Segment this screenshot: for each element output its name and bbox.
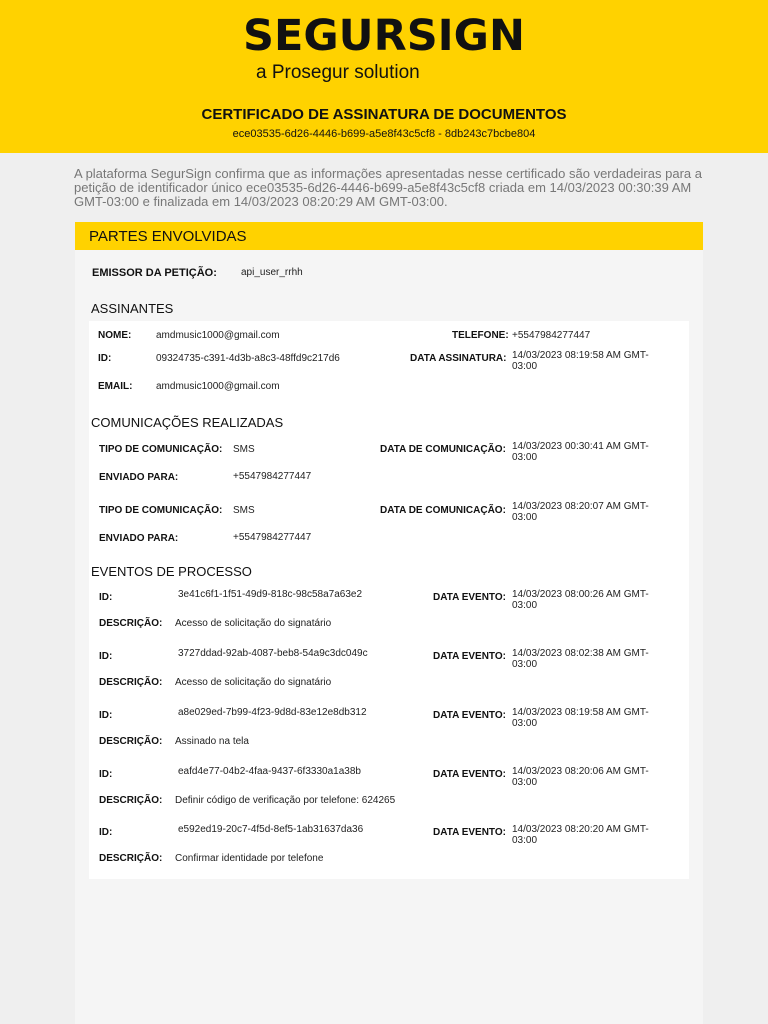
data-evento-value: 14/03/2023 08:20:06 AM GMT-03:00 [512,766,649,788]
emissor-value: api_user_rrhh [241,267,303,278]
certificate-title: CERTIFICADO DE ASSINATURA DE DOCUMENTOS [201,106,567,123]
descricao-label: DESCRIÇÃO: [99,618,163,629]
enviado-para-value: +5547984277447 [233,471,312,482]
data-evento-value: 14/03/2023 08:20:20 AM GMT-03:00 [512,824,649,846]
data-assinatura-label: DATA ASSINATURA: [410,353,507,364]
data-evento-value: 14/03/2023 08:19:58 AM GMT-03:00 [512,707,649,729]
brand-tagline: a Prosegur solution [256,62,420,83]
data-comunicacao-value: 14/03/2023 08:20:07 AM GMT-03:00 [512,501,649,523]
assinantes-heading: ASSINANTES [91,301,174,316]
certificate-id: ece03535-6d26-4446-b699-a5e8f43c5cf8 - 8db243c7bcbe804 [232,128,536,140]
evento-id-label: ID: [99,710,113,721]
evento-id-value: 3727ddad-92ab-4087-beb8-54a9c3dc049c [178,648,368,659]
descricao-value: Definir código de verificação por telefone: 624265 [175,795,396,806]
tipo-comunicacao-label: TIPO DE COMUNICAÇÃO: [99,444,223,455]
data-evento-value: 14/03/2023 08:02:38 AM GMT-03:00 [512,648,649,670]
id-value: 09324735-c391-4d3b-a8c3-48ffd9c217d6 [156,353,340,364]
email-label: EMAIL: [98,381,133,392]
emissor-label: EMISSOR DA PETIÇÃO: [92,267,217,279]
id-label: ID: [98,353,112,364]
nome-value: amdmusic1000@gmail.com [156,330,280,341]
descricao-value: Acesso de solicitação do signatário [175,618,332,629]
evento-id-label: ID: [99,592,113,603]
data-comunicacao-value: 14/03/2023 00:30:41 AM GMT-03:00 [512,441,649,463]
evento-id-label: ID: [99,769,113,780]
certificate-header [0,0,768,153]
evento-id-value: e592ed19-20c7-4f5d-8ef5-1ab31637da36 [178,824,364,835]
tipo-comunicacao-value: SMS [233,505,255,516]
evento-id-value: a8e029ed-7b99-4f23-9d8d-83e12e8db312 [178,707,367,718]
eventos-heading: EVENTOS DE PROCESSO [91,564,252,579]
nome-label: NOME: [98,330,132,341]
comunicacoes-heading: COMUNICAÇÕES REALIZADAS [91,415,284,430]
enviado-para-label: ENVIADO PARA: [99,472,179,483]
data-evento-label: DATA EVENTO: [433,651,506,662]
tipo-comunicacao-value: SMS [233,444,255,455]
descricao-value: Confirmar identidade por telefone [175,853,324,864]
section-title: PARTES ENVOLVIDAS [89,228,247,245]
evento-id-label: ID: [99,827,113,838]
email-value: amdmusic1000@gmail.com [156,381,280,392]
descricao-label: DESCRIÇÃO: [99,795,163,806]
descricao-value: Acesso de solicitação do signatário [175,677,332,688]
data-comunicacao-label: DATA DE COMUNICAÇÃO: [380,505,506,516]
descricao-label: DESCRIÇÃO: [99,736,163,747]
telefone-label: TELEFONE: [452,330,509,341]
data-evento-label: DATA EVENTO: [433,710,506,721]
data-evento-label: DATA EVENTO: [433,827,506,838]
descricao-label: DESCRIÇÃO: [99,677,163,688]
descricao-value: Assinado na tela [175,736,249,747]
evento-id-value: 3e41c6f1-1f51-49d9-818c-98c58a7a63e2 [178,589,363,600]
brand-logo: SEGURSIGN [243,11,525,61]
data-comunicacao-label: DATA DE COMUNICAÇÃO: [380,444,506,455]
evento-id-label: ID: [99,651,113,662]
section-header-partes [75,222,703,250]
tipo-comunicacao-label: TIPO DE COMUNICAÇÃO: [99,505,223,516]
data-evento-label: DATA EVENTO: [433,769,506,780]
telefone-value: +5547984277447 [512,330,591,341]
parties-card [75,222,703,1024]
data-assinatura-value: 14/03/2023 08:19:58 AM GMT-03:00 [512,350,649,372]
evento-id-value: eafd4e77-04b2-4faa-9437-6f3330a1a38b [178,766,361,777]
descricao-label: DESCRIÇÃO: [99,853,163,864]
intro-paragraph: A plataforma SegurSign confirma que as informações apresentadas nesse certificado são verdadeiras para a petição de identificador único ece03535-6d26-4446-b699-a5e8f43c5cf8 criada em 14/03/2023 00:30:39 AM GMT-03:00 e finalizada em 14/03/2023 08:20:29 AM GMT-03:00. [74,166,702,209]
enviado-para-value: +5547984277447 [233,532,312,543]
enviado-para-label: ENVIADO PARA: [99,533,179,544]
data-evento-label: DATA EVENTO: [433,592,506,603]
data-evento-value: 14/03/2023 08:00:26 AM GMT-03:00 [512,589,649,611]
